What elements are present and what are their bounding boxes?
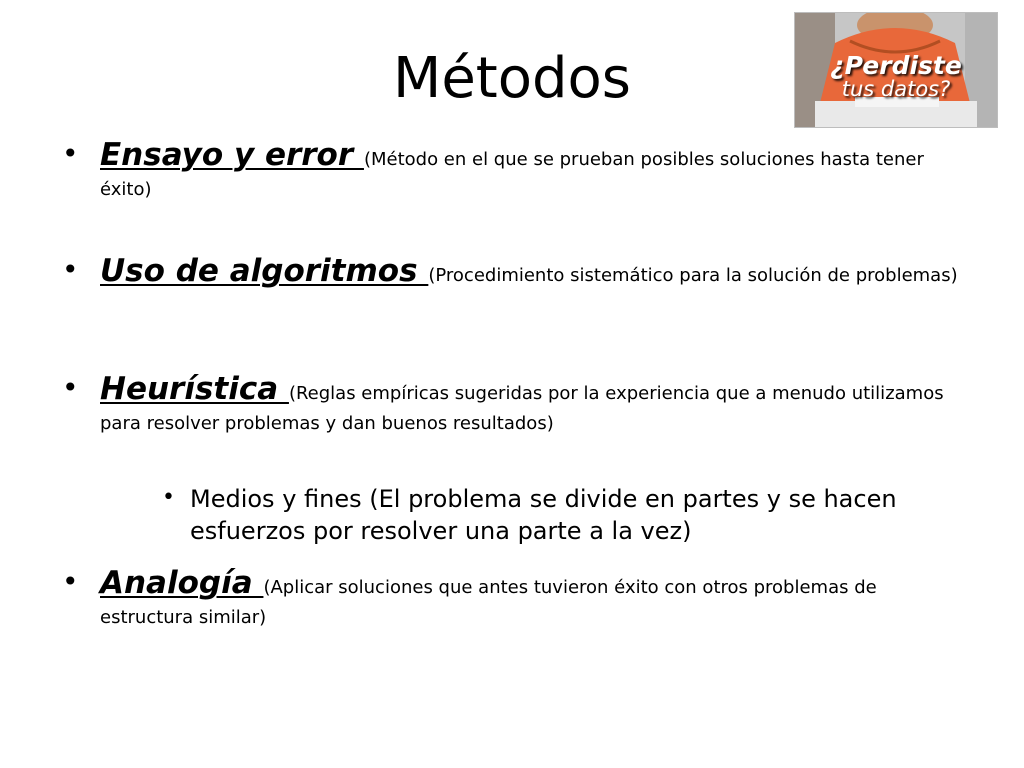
bullet-item [62, 565, 962, 633]
bullet-item [62, 253, 962, 291]
bullet-item [62, 371, 962, 439]
bullet-term: Analogía [100, 565, 264, 601]
bullet-term: Ensayo y error [100, 137, 364, 173]
sub-bullet-dot: • [162, 485, 175, 510]
image-caption-line1: ¿Perdiste [830, 51, 962, 80]
bullet-term: Uso de algoritmos [100, 253, 429, 289]
bullet-dot: • [62, 565, 79, 598]
bullet-description: (Reglas empíricas sugeridas por la experiencia que a menudo utilizamos para resolver problemas y dan buenos resultados) [100, 383, 944, 434]
stressed-person-photo [794, 12, 998, 128]
sub-bullet-item [162, 483, 952, 547]
bullet-description: (Aplicar soluciones que antes tuvieron éxito con otros problemas de estructura similar) [100, 577, 877, 628]
bullet-dot: • [62, 253, 79, 286]
bullet-item [62, 137, 962, 205]
sub-bullet-text: Medios y fines (El problema se divide en partes y se hacen esfuerzos por resolver una parte a la vez) [190, 485, 897, 545]
bullet-dot: • [62, 137, 79, 170]
bullet-description: (Método en el que se prueban posibles soluciones hasta tener éxito) [100, 149, 924, 200]
image-caption-line2: tus datos? [841, 77, 951, 101]
slide-title: Métodos [393, 46, 631, 111]
bullet-term: Heurística [100, 371, 289, 407]
bullet-description: (Procedimiento sistemático para la solución de problemas) [428, 265, 958, 286]
bullet-dot: • [62, 371, 79, 404]
